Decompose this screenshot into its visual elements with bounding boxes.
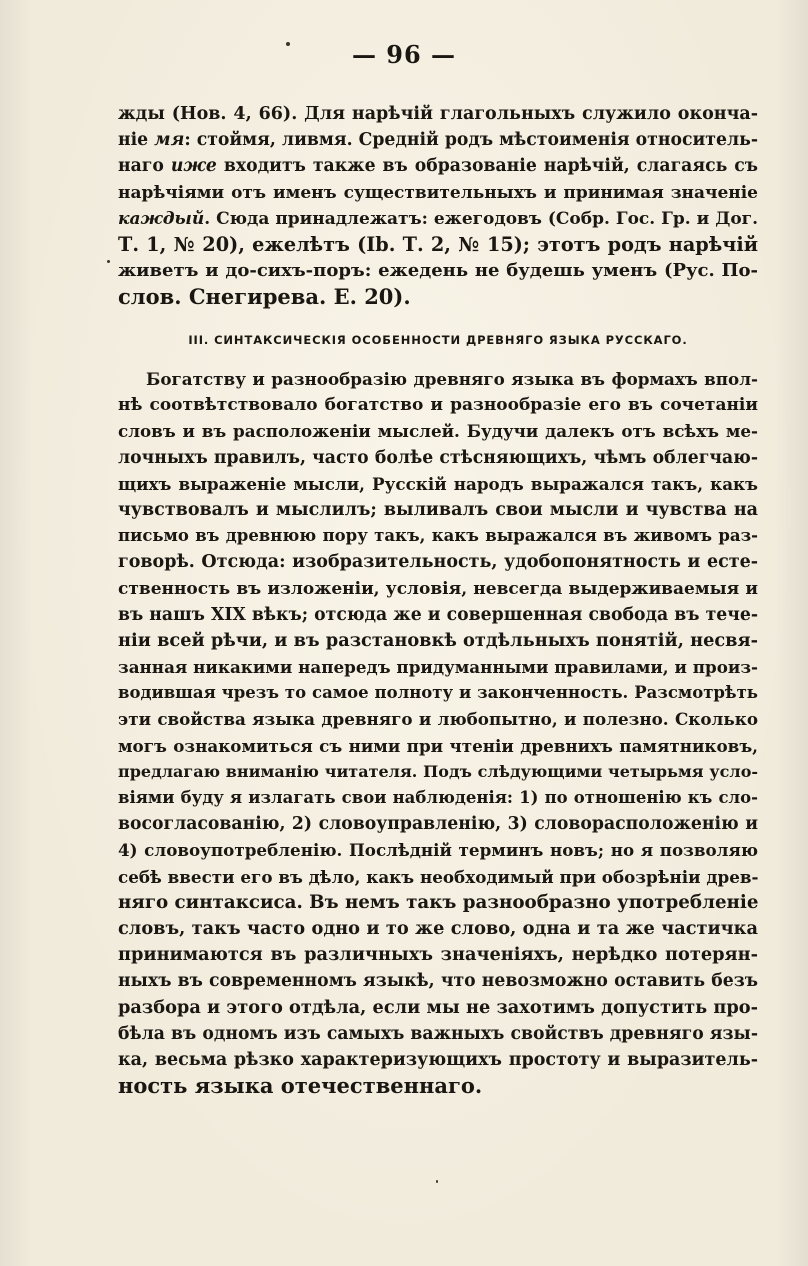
text-segment: иже bbox=[170, 156, 217, 177]
text-segment: себѣ ввести его въ дѣло, какъ необходимый при обозрѣніи древ- bbox=[118, 866, 758, 887]
text-segment: Т. 1, № 20), ежелѣтъ (Ib. Т. 2, № 15); этотъ родъ нарѣчій bbox=[118, 232, 758, 256]
text-line bbox=[118, 759, 758, 785]
text-segment: 4) словоупотребленію. Послѣдній терминъ новъ; но я позволяю bbox=[118, 840, 758, 861]
paragraph-syntax bbox=[118, 366, 758, 1099]
text-line bbox=[118, 1021, 758, 1047]
text-segment: бѣла въ одномъ изъ самыхъ важныхъ свойствъ древняго язы- bbox=[118, 1023, 758, 1044]
print-speck bbox=[436, 1180, 438, 1183]
text-segment: ніи всей рѣчи, и въ разстановкѣ отдѣльныхъ понятій, несвя- bbox=[118, 629, 758, 651]
text-line bbox=[118, 628, 758, 654]
text-segment: слов. Снегирева. Е. 20). bbox=[118, 284, 411, 310]
text-line bbox=[118, 206, 758, 232]
print-speck bbox=[286, 42, 290, 46]
text-line bbox=[118, 811, 758, 837]
text-segment: . Сюда принадлежатъ: ежегодовъ (Собр. Гос. Гр. и Дог. bbox=[204, 208, 758, 229]
text-line bbox=[118, 864, 758, 890]
text-line bbox=[118, 680, 758, 706]
text-line bbox=[118, 445, 758, 471]
page-number: — 96 — bbox=[351, 40, 457, 69]
text-line bbox=[118, 127, 758, 153]
text-segment: Богатству и разнообразію древняго языка въ формахъ впол- bbox=[146, 369, 758, 389]
text-line bbox=[118, 995, 758, 1021]
text-segment: віями буду я излагать свои наблюденія: 1) по отношенію къ сло- bbox=[118, 788, 758, 807]
text-line bbox=[118, 837, 758, 863]
text-line bbox=[118, 180, 758, 206]
text-line bbox=[118, 968, 758, 994]
text-line bbox=[118, 284, 758, 310]
text-line bbox=[118, 497, 758, 523]
text-segment: чувствовалъ и мыслилъ; выливалъ свои мысли и чувства на bbox=[118, 499, 758, 520]
text-line bbox=[118, 654, 758, 680]
text-line bbox=[118, 890, 758, 916]
paragraph-adverbs bbox=[118, 101, 758, 311]
text-segment: могъ ознакомиться съ ними при чтеніи древнихъ памятниковъ, bbox=[118, 735, 758, 756]
text-segment: словъ и въ расположеніи мыслей. Будучи далекъ отъ всѣхъ ме- bbox=[118, 421, 758, 442]
text-segment: няго синтаксиса. Въ немъ такъ разнообразно употребленіе bbox=[118, 891, 758, 913]
text-line bbox=[118, 576, 758, 602]
text-line bbox=[118, 101, 758, 127]
text-segment: эти свойства языка древняго и любопытно, и полезно. Сколько bbox=[118, 709, 758, 730]
print-speck bbox=[107, 260, 110, 263]
text-line bbox=[118, 366, 758, 392]
text-line bbox=[118, 523, 758, 549]
text-segment: живетъ и до-сихъ-поръ: ежедень не будешь уменъ (Рус. По- bbox=[118, 260, 758, 282]
text-segment: говорѣ. Отсюда: изобразительность, удобопонятность и есте- bbox=[118, 552, 758, 573]
text-segment: принимаются въ различныхъ значеніяхъ, нерѣдко потерян- bbox=[118, 944, 758, 966]
text-line bbox=[118, 471, 758, 497]
text-line bbox=[118, 1047, 758, 1073]
text-line bbox=[118, 916, 758, 942]
text-line bbox=[118, 733, 758, 759]
text-segment: разбора и этого отдѣла, если мы не захотимъ допустить про- bbox=[118, 996, 758, 1018]
text-line bbox=[118, 392, 758, 418]
text-segment: въ нашъ XIX вѣкъ; отсюда же и совершенная свобода въ тече- bbox=[118, 604, 758, 625]
text-line bbox=[118, 418, 758, 444]
text-line bbox=[118, 258, 758, 284]
text-segment: словъ, такъ часто одно и то же слово, одна и та же частичка bbox=[118, 917, 758, 939]
text-line bbox=[118, 1073, 758, 1099]
text-line bbox=[118, 706, 758, 732]
text-segment: нѣ соотвѣтствовало богатство и разнообразіе его въ сочетаніи bbox=[118, 395, 758, 416]
text-segment: : стоймя, ливмя. Средній родъ мѣстоименія относитель- bbox=[184, 130, 758, 151]
text-segment: водившая чрезъ то самое полноту и законченность. Разсмотрѣть bbox=[118, 683, 758, 703]
text-line bbox=[118, 232, 758, 258]
text-line bbox=[118, 549, 758, 575]
text-segment: жды (Нов. 4, 66). Для нарѣчій глагольныхъ служило оконча- bbox=[118, 104, 758, 124]
text-segment: письмо въ древнюю пору такъ, какъ выражался въ живомъ раз- bbox=[118, 526, 758, 546]
text-line bbox=[118, 153, 758, 179]
text-line bbox=[118, 785, 758, 811]
text-segment: ственность въ изложеніи, условія, невсегда выдерживаемыя и bbox=[118, 578, 758, 599]
text-segment: нарѣчіями отъ именъ существительныхъ и принимая значеніе bbox=[118, 182, 758, 203]
text-segment: наго bbox=[118, 156, 171, 177]
text-segment: каждый bbox=[118, 208, 205, 229]
text-segment: ка, весьма рѣзко характеризующихъ простоту и выразитель- bbox=[118, 1049, 758, 1070]
text-segment: лочныхъ правилъ, часто болѣе стѣсняющихъ, чѣмъ облегчаю- bbox=[118, 447, 758, 468]
text-segment: ность языка отечественнаго. bbox=[118, 1073, 483, 1099]
text-segment: ныхъ въ современномъ языкѣ, что невозможно оставить безъ bbox=[118, 971, 758, 992]
section-heading: III. СИНТАКСИЧЕСКІЯ ОСОБЕННОСТИ ДРЕВНЯГО ЯЗЫКА РУССКАГО. bbox=[188, 333, 688, 347]
text-segment: входитъ также въ образованіе нарѣчій, слагаясь съ bbox=[216, 156, 758, 177]
text-line bbox=[118, 602, 758, 628]
text-segment: предлагаю вниманію читателя. Подъ слѣдующими четырьмя усло- bbox=[118, 761, 758, 781]
text-segment: мя bbox=[154, 130, 185, 151]
text-segment: восогласованію, 2) словоуправленію, 3) словорасположенію и bbox=[118, 814, 758, 835]
text-line bbox=[118, 942, 758, 968]
text-segment: ніе bbox=[118, 130, 155, 151]
text-segment: щихъ выраженіе мысли, Русскій народъ выражался такъ, какъ bbox=[118, 473, 758, 494]
text-segment: занная никакими напередъ придуманными правилами, и произ- bbox=[118, 657, 758, 678]
